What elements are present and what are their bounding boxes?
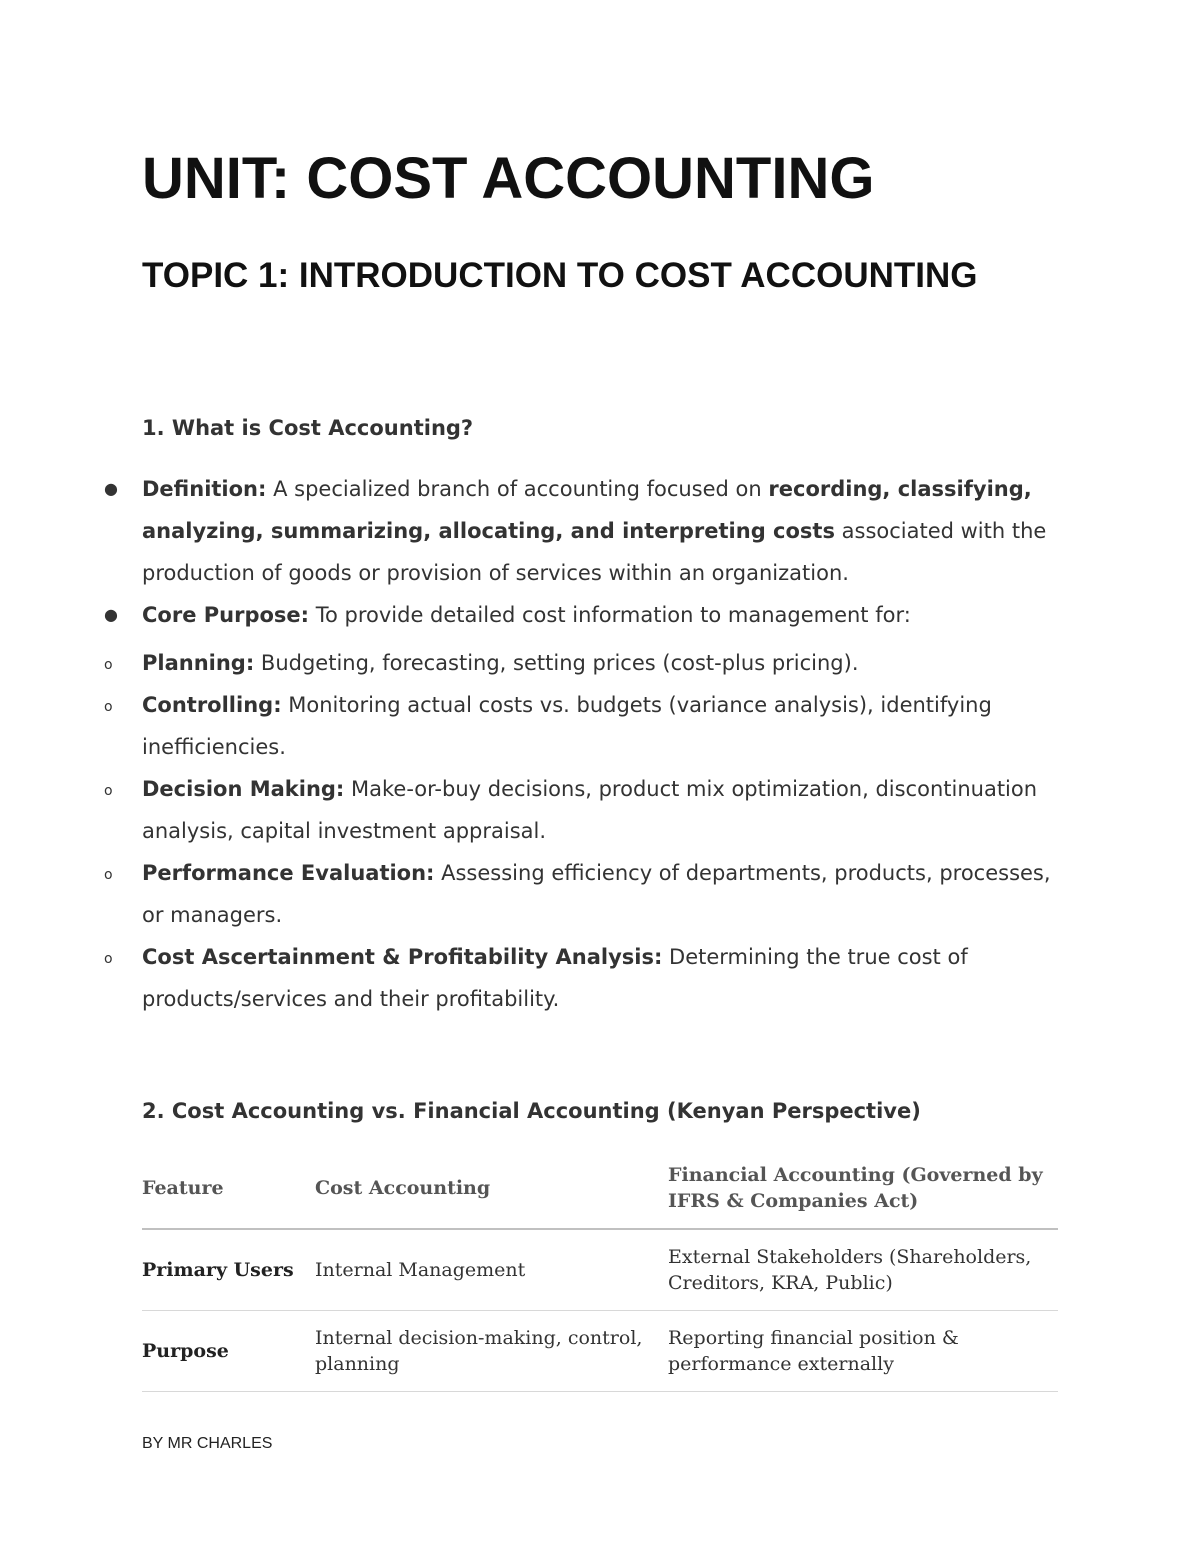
purpose-text: Budgeting, forecasting, setting prices (cost-plus pricing).	[254, 651, 859, 675]
circle-bullet-icon: o	[104, 867, 113, 883]
definition-text-before: A specialized branch of accounting focused on	[266, 477, 769, 501]
list-item-definition	[0, 468, 1200, 594]
purpose-sublist	[0, 642, 1200, 1020]
definition-bold-text: recording, classifying, analyzing, summarizing, allocating, and interpreting costs	[142, 477, 1032, 543]
section-heading-cost-vs-financial: 2. Cost Accounting vs. Financial Accounting (Kenyan Perspective)	[142, 1099, 921, 1123]
table-cell-cost: Internal decision-making, control, planning	[315, 1311, 668, 1392]
list-item-planning	[0, 642, 1200, 684]
table-cell-feature: Primary Users	[142, 1229, 315, 1311]
purpose-label: Controlling:	[142, 693, 282, 717]
circle-bullet-icon: o	[104, 783, 113, 799]
purpose-text: Make-or-buy decisions, product mix optimization, discontinuation analysis, capital investment appraisal.	[142, 777, 1038, 843]
footer-author: BY MR CHARLES	[142, 1435, 273, 1452]
circle-bullet-icon: o	[104, 951, 113, 967]
purpose-text: Determining the true cost of products/services and their profitability.	[142, 945, 968, 1011]
list-item-performance-evaluation	[0, 852, 1200, 936]
definition-list	[0, 468, 1200, 1020]
comparison-table	[142, 1156, 1058, 1392]
purpose-label: Decision Making:	[142, 777, 345, 801]
list-item-decision-making	[0, 768, 1200, 852]
table-cell-cost: Internal Management	[315, 1229, 668, 1311]
table-header-financial-accounting: Financial Accounting (Governed by IFRS & Companies Act)	[668, 1156, 1058, 1229]
table-header-cost-accounting: Cost Accounting	[315, 1156, 668, 1229]
purpose-label: Cost Ascertainment & Profitability Analysis:	[142, 945, 663, 969]
list-item-cost-ascertainment	[0, 936, 1200, 1020]
definition-text-after: associated with the production of goods or provision of services within an organization.	[142, 519, 1047, 585]
definition-label: Definition:	[142, 477, 267, 501]
circle-bullet-icon: o	[104, 657, 113, 673]
table-header-feature: Feature	[142, 1156, 315, 1229]
purpose-text: Monitoring actual costs vs. budgets (variance analysis), identifying inefficiencies.	[142, 693, 992, 759]
table-row	[142, 1311, 1058, 1392]
table-cell-financial: External Stakeholders (Shareholders, Creditors, KRA, Public)	[668, 1229, 1058, 1311]
section-heading-what-is-cost-accounting: 1. What is Cost Accounting?	[142, 416, 474, 440]
table-cell-financial: Reporting financial position & performance externally	[668, 1311, 1058, 1392]
bullet-icon: ●	[104, 479, 118, 498]
table-header-row	[142, 1156, 1058, 1229]
topic-title: TOPIC 1: INTRODUCTION TO COST ACCOUNTING	[142, 256, 978, 295]
page-title: UNIT: COST ACCOUNTING	[142, 146, 875, 211]
core-purpose-text: To provide detailed cost information to management for:	[309, 603, 911, 627]
list-item-core-purpose	[0, 594, 1200, 636]
purpose-label: Planning:	[142, 651, 255, 675]
purpose-sublist-container	[0, 642, 1200, 1020]
purpose-text: Assessing efficiency of departments, products, processes, or managers.	[142, 861, 1051, 927]
list-item-controlling	[0, 684, 1200, 768]
circle-bullet-icon: o	[104, 699, 113, 715]
core-purpose-label: Core Purpose:	[142, 603, 310, 627]
bullet-icon: ●	[104, 605, 118, 624]
table-row	[142, 1229, 1058, 1311]
purpose-label: Performance Evaluation:	[142, 861, 435, 885]
table-cell-feature: Purpose	[142, 1311, 315, 1392]
